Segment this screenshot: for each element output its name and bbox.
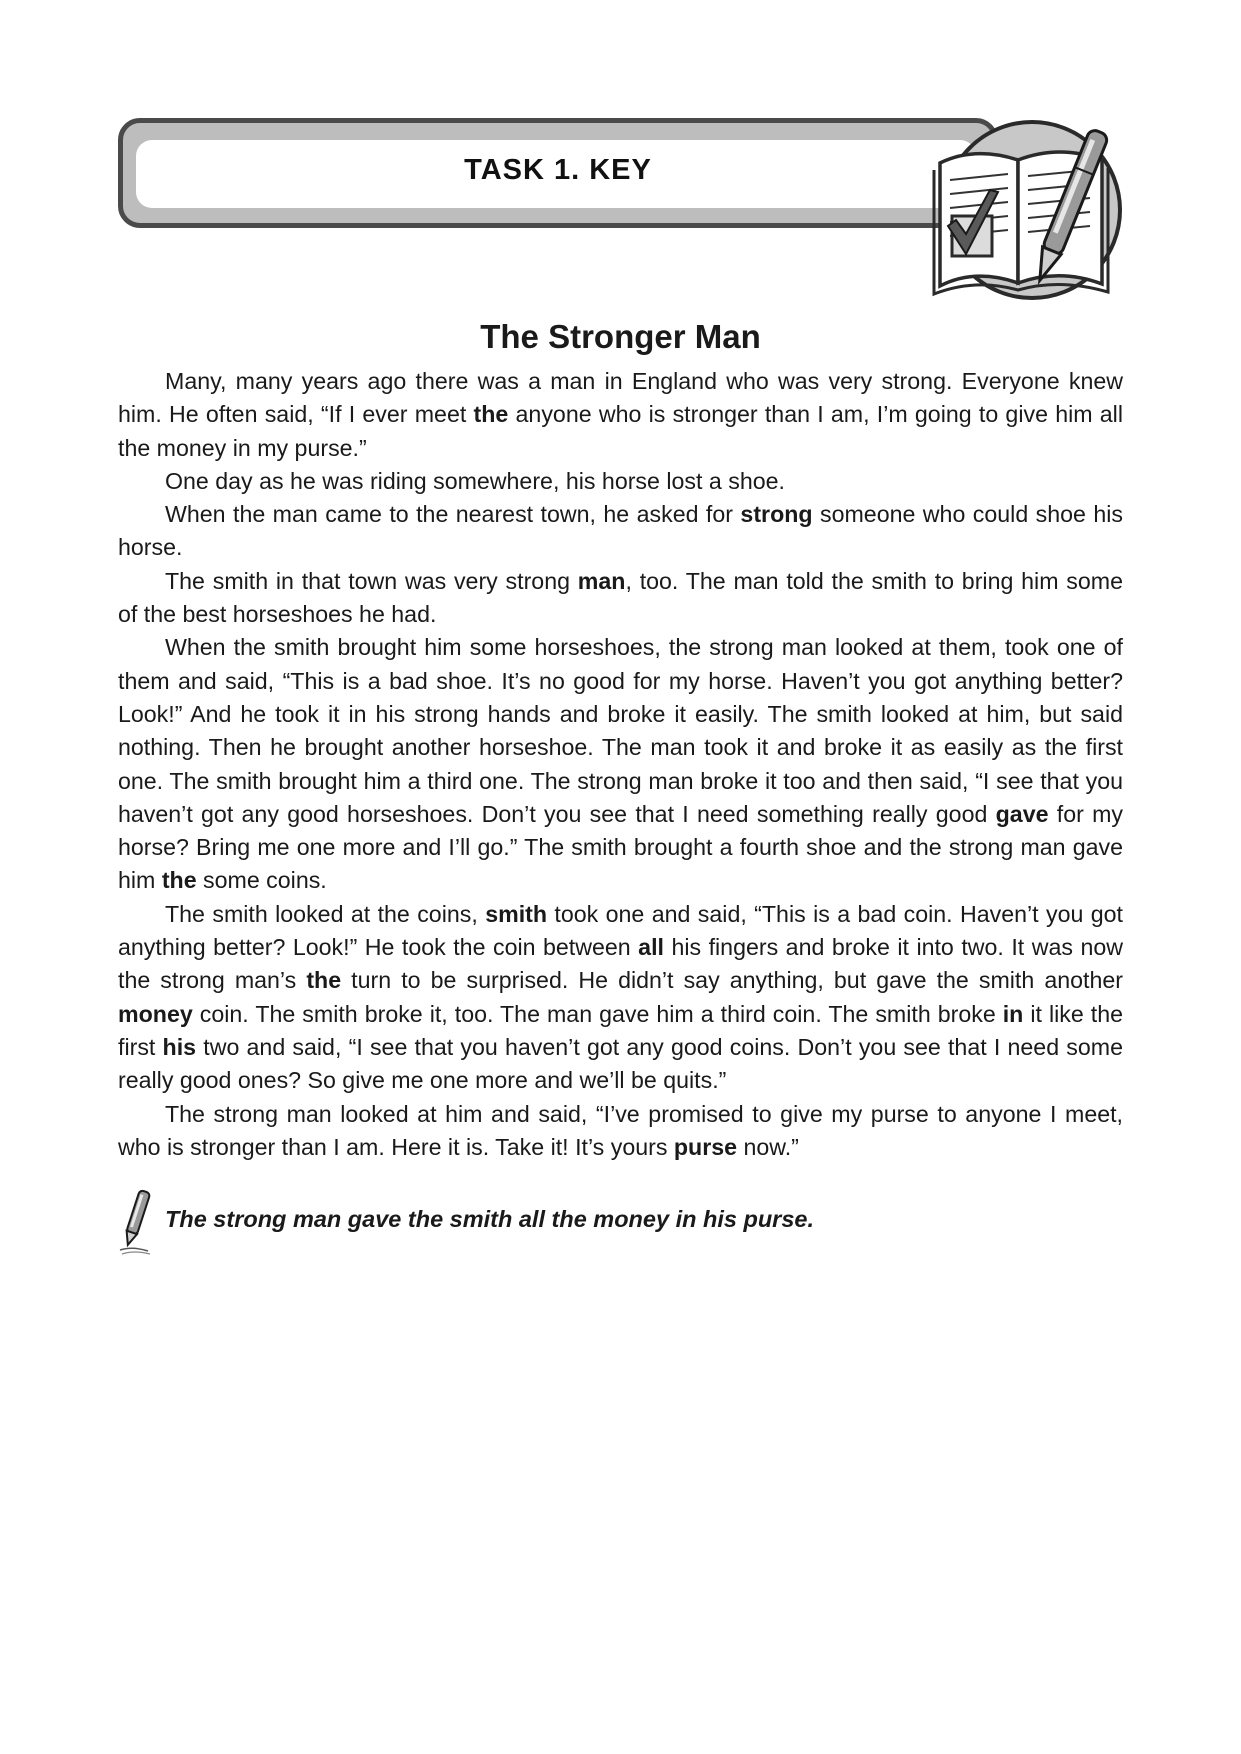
text-segment: anyone who is stronger than I am, I’m going to give him all the money in my purse.” bbox=[118, 401, 1123, 461]
task-banner bbox=[118, 118, 998, 228]
story-body bbox=[118, 365, 1123, 1164]
text-segment: took one and said, “This is a bad coin. Haven’t you got anything better? Look!” He took the coin between bbox=[118, 900, 1123, 961]
text-segment: someone who could shoe his horse. bbox=[118, 501, 1123, 561]
story-paragraph bbox=[118, 465, 1123, 498]
text-segment: When the man came to the nearest town, he asked for bbox=[165, 501, 741, 528]
task-title-text: TASK 1. KEY bbox=[464, 154, 652, 186]
text-segment: The strong man looked at him and said, “I’ve promised to give my purse to anyone I meet, who is stronger than I am. Here it is. Take it! It’s yours bbox=[118, 1100, 1123, 1160]
answer-text: The strong man gave the smith all the money in his purse. bbox=[165, 1206, 814, 1232]
task-title bbox=[118, 154, 998, 187]
text-segment: coin. The smith broke it, too. The man gave him a third coin. The smith broke bbox=[192, 1000, 1003, 1027]
text-segment: , too. The man told the smith to bring him some of the best horseshoes he had. bbox=[118, 567, 1123, 628]
answer-word: money bbox=[118, 1000, 193, 1027]
text-segment: Many, many years ago there was a man in England who was very strong. Everyone knew him. He often said, “If I ever meet bbox=[118, 368, 1123, 428]
answer-word: gave bbox=[995, 800, 1049, 827]
text-segment: turn to be surprised. He didn’t say anything, but gave the smith another bbox=[341, 967, 1123, 994]
answer-word: his bbox=[162, 1033, 197, 1060]
text-segment: The smith looked at the coins, bbox=[165, 900, 486, 927]
story-paragraph bbox=[118, 898, 1123, 1098]
story-paragraph bbox=[118, 498, 1123, 565]
text-segment: two and said, “I see that you haven’t got any good coins. Don’t you see that I need some really good ones? So give me one more and we’ll be quits.” bbox=[118, 1033, 1123, 1094]
answer-word: strong bbox=[740, 501, 813, 528]
answer-word: man bbox=[577, 567, 626, 594]
text-segment: it like the first bbox=[118, 1000, 1123, 1060]
answer-word: in bbox=[1002, 1000, 1024, 1027]
answer-word: purse bbox=[673, 1133, 738, 1160]
answer-line bbox=[118, 1188, 1123, 1258]
answer-word: all bbox=[638, 934, 664, 961]
text-segment: some coins. bbox=[196, 867, 327, 894]
text-segment: his fingers and broke it into two. It was now the strong man’s bbox=[118, 934, 1123, 994]
answer-word: the bbox=[306, 967, 342, 994]
story-paragraph bbox=[118, 1098, 1123, 1165]
text-segment: now.” bbox=[737, 1133, 799, 1160]
text-segment: The smith in that town was very strong bbox=[165, 567, 578, 594]
text-segment: for my horse? Bring me one more and I’ll go.” The smith brought a fourth shoe and the strong man gave him bbox=[118, 800, 1124, 894]
text-segment: One day as he was riding somewhere, his horse lost a shoe. bbox=[165, 467, 785, 494]
pen-icon bbox=[118, 1188, 154, 1256]
answer-word: the bbox=[161, 867, 197, 894]
story-paragraph bbox=[118, 565, 1123, 632]
story-title: The Stronger Man bbox=[480, 318, 761, 355]
book-checkmark-pen-icon bbox=[920, 108, 1130, 313]
answer-word: the bbox=[473, 401, 509, 428]
text-segment: When the smith brought him some horseshoes, the strong man looked at them, took one of them and said, “This is a bad shoe. It’s no good for my horse. Haven’t you got anything better? Look!” And he took it in his strong hands and broke it easily. The smith looked at him, but said nothing. Then he brought another horseshoe. The man took it and broke it as easily as the first one. The smith brought him a third one. The strong man broke it too and then said, “I see that you haven’t got any good horseshoes. Don’t you see that I need something really good bbox=[118, 634, 1123, 827]
story-paragraph bbox=[118, 631, 1123, 897]
answer-word: smith bbox=[485, 900, 548, 927]
story-paragraph bbox=[118, 365, 1123, 465]
